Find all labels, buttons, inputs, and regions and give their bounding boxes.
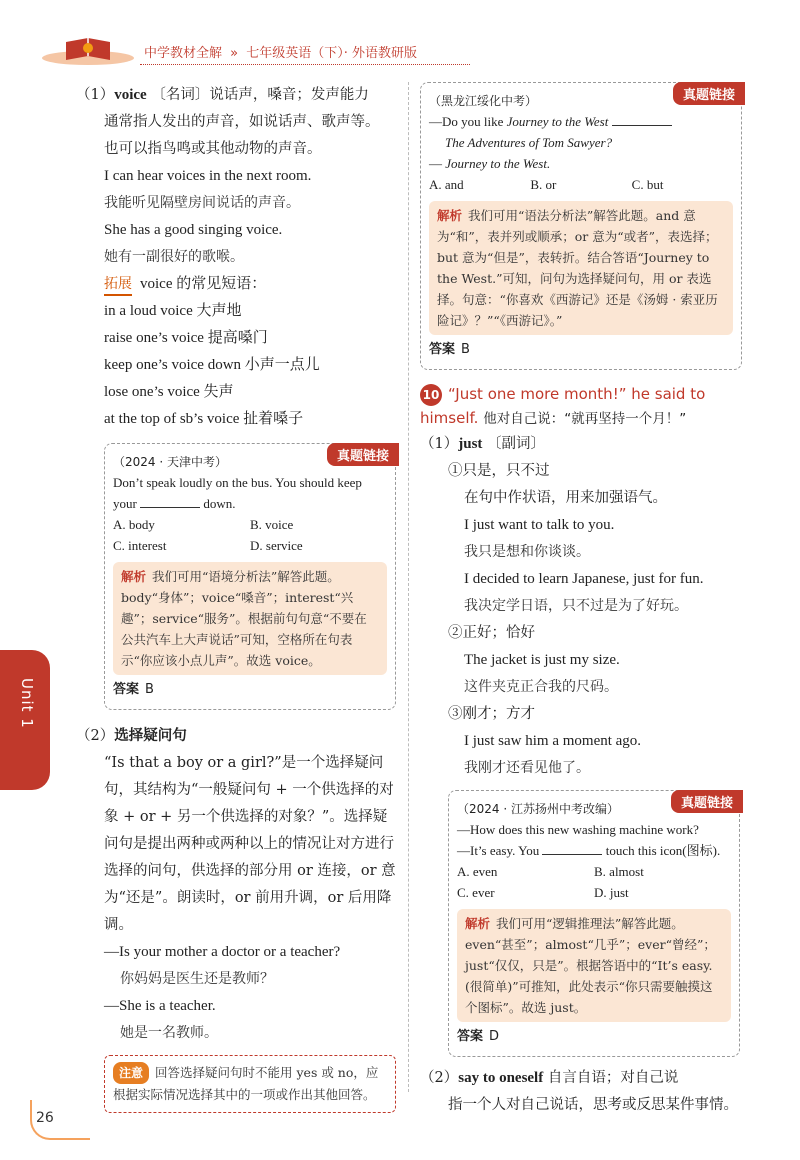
exam-question-line-1: —Do you like Journey to the West (429, 111, 733, 132)
just-ex-en-2: I decided to learn Japanese, just for fun. (464, 571, 704, 587)
just-ex-cn-3: 这件夹克正合我的尺码。 (464, 679, 618, 695)
page-number: 26 (36, 1110, 54, 1126)
exam-options (429, 174, 733, 195)
option-d: D. service (250, 538, 303, 553)
header-dotted-line (140, 64, 470, 65)
header-subject: 七年级英语（下）· 外语教研版 (246, 46, 418, 61)
option-c: C. ever (457, 885, 495, 900)
dialogue-en-1: —Is your mother a doctor or a teacher? (104, 944, 341, 960)
dialogue-en-2: —She is a teacher. (104, 998, 216, 1014)
just-ex-en-1: I just want to talk to you. (464, 517, 615, 533)
voice-example-en-2: She has a good singing voice. (104, 222, 283, 238)
header-book: 中学教材全解 (144, 46, 223, 61)
exam-answer: 答案 B (429, 342, 470, 357)
exam-options (457, 861, 731, 903)
answer-blank (612, 112, 672, 126)
voice-example-cn-1: 我能听见隔壁房间说话的声音。 (104, 195, 300, 211)
voice-desc-1: 通常指人发出的声音，如说话声、歌声等。 (104, 114, 380, 130)
sentence-number-badge: 10 (420, 384, 442, 406)
answer-blank (542, 841, 602, 855)
exam-question-line-1: —How does this new washing machine work? (457, 822, 699, 837)
phrase-4: lose one’s voice 失声 (104, 384, 234, 400)
exam-source: （2024 · 江苏扬州中考改编） (457, 802, 619, 816)
just-ex-cn-1: 我只是想和你谈谈。 (464, 544, 590, 560)
say-entry-title: （2）say to oneself 自言自语；对自己说 (420, 1070, 679, 1086)
exam-question-line-2: —It’s easy. You touch this icon(图标). (457, 843, 721, 858)
voice-example-cn-2: 她有一副很好的歌喉。 (104, 249, 244, 265)
sentence-cn: 他对自己说：“就再坚持一个月！” (483, 411, 687, 427)
exam-options (113, 514, 387, 556)
option-a: A. and (429, 177, 464, 192)
exam-tag: 真题链接 (673, 82, 745, 105)
right-column (420, 82, 746, 1119)
just-ex-en-4: I just saw him a moment ago. (464, 733, 642, 749)
option-d: D. just (594, 885, 629, 900)
exam-tag: 真题链接 (327, 443, 399, 466)
column-divider (408, 82, 409, 1092)
page-header (40, 36, 470, 66)
sentence-headline (420, 382, 746, 431)
say-desc: 指一个人对自己说话，思考或反思某件事情。 (448, 1097, 738, 1113)
option-c: C. but (631, 177, 664, 192)
exam-answer: 答案 B (113, 682, 154, 697)
dialogue-cn-2: 她是一名教师。 (120, 1025, 218, 1041)
header-arrow: » (230, 46, 239, 61)
exam-analysis: 解析 我们可用“逻辑推理法”解答此题。even“甚至”；almost“几乎”；ever“曾经”；just“仅仅，只是”。根据答语中的“It’s easy.(很简单)”可推知，此处表示“你只需要触摸这个图标”。故选 just。 (457, 909, 731, 1022)
sentence-en: “Just one more month!” he said to himself. (420, 385, 706, 427)
exam-analysis: 解析 我们可用“语法分析法”解答此题。and 意为“和”，表并列或顺承；or 意为“或者”，表选择；but 意为“但是”，表转折。结合答语“Journey to the West.”可知，问句为选择疑问句，用 or 表选择。句意：“你喜欢《西游记》还是《汤姆 · 索亚历险记》？”“《西游记》。” (429, 201, 733, 335)
exam-analysis: 解析 我们可用“语境分析法”解答此题。body“身体”；voice“嗓音”；interest“兴趣”；service“服务”。根据前句句意“不要在公共汽车上大声说话”可知，空格所在句表示“你应该小点儿声”。故选 voice。 (113, 562, 387, 675)
unit-label: Unit 1 (18, 678, 36, 729)
option-b: B. almost (594, 864, 644, 879)
exam-box-just (448, 790, 740, 1057)
grammar-explanation: “Is that a boy or a girl?”是一个选择疑问句，其结构为“一般疑问句 + 一个供选择的对象 + or + 另一个供选择的对象？”。选择疑问句是提出两种或两种以上的情况让对方进行选择的问句，供选择的部分用 or 连接，or 意为“还是”。朗读时，or 前用升调，or 后用降调。 (104, 755, 396, 933)
just-ex-cn-2: 我决定学日语，只不过是为了好玩。 (464, 598, 688, 614)
voice-example-en-1: I can hear voices in the next room. (104, 168, 312, 184)
voice-entry-title: （1）voice 〔名词〕说话声，嗓音；发声能力 (76, 87, 369, 103)
exam-source: （2024 · 天津中考） (113, 455, 227, 469)
analysis-label: 解析 (121, 569, 147, 584)
phrase-3: keep one’s voice down 小声一点儿 (104, 357, 320, 373)
exam-source: （黑龙江绥化中考） (429, 94, 538, 108)
exam-question-line-3: — Journey to the West. (429, 156, 551, 171)
dialogue-cn-1: 你妈妈是医生还是教师？ (120, 971, 274, 987)
grammar-entry-title: （2）选择疑问句 (76, 727, 187, 744)
header-title (144, 42, 417, 61)
exam-answer: 答案 D (457, 1029, 500, 1044)
exam-question-line-2: The Adventures of Tom Sawyer? (445, 135, 613, 150)
just-ex-en-3: The jacket is just my size. (464, 652, 620, 668)
just-sense-1-desc: 在句中作状语，用来加强语气。 (464, 490, 667, 506)
phrase-2: raise one’s voice 提高嗓门 (104, 330, 268, 346)
exam-box-or (420, 82, 742, 370)
tuozhan-label: 拓展 (104, 274, 132, 296)
exam-question-line-2: your down. (113, 496, 236, 511)
just-entry-title: （1）just 〔副词〕 (420, 436, 546, 452)
book-logo-icon (40, 36, 136, 66)
tuozhan-line: 拓展 voice 的常见短语： (76, 271, 400, 298)
just-sense-3: ③刚才；方才 (448, 706, 535, 722)
left-column (76, 82, 400, 1113)
just-sense-2: ②正好；恰好 (448, 625, 535, 641)
exam-box-voice (104, 443, 396, 710)
phrase-5: at the top of sb’s voice 扯着嗓子 (104, 411, 304, 427)
note-box: 注意 回答选择疑问句时不能用 yes 或 no，应根据实际情况选择其中的一项或作出其他回答。 (104, 1055, 396, 1113)
exam-tag: 真题链接 (671, 790, 743, 813)
analysis-label: 解析 (465, 916, 491, 931)
exam-question-line-1: Don’t speak loudly on the bus. You should keep (113, 475, 362, 490)
option-a: A. body (113, 517, 155, 532)
voice-desc-2: 也可以指鸟鸣或其他动物的声音。 (104, 141, 322, 157)
just-ex-cn-4: 我刚才还看见他了。 (464, 760, 590, 776)
just-sense-1: ①只是，只不过 (448, 463, 550, 479)
option-b: B. voice (250, 517, 294, 532)
option-b: B. or (530, 177, 557, 192)
answer-blank (140, 494, 200, 508)
option-c: C. interest (113, 538, 167, 553)
analysis-label: 解析 (437, 208, 463, 223)
note-tag: 注意 (113, 1062, 149, 1084)
option-a: A. even (457, 864, 498, 879)
phrase-1: in a loud voice 大声地 (104, 303, 242, 319)
